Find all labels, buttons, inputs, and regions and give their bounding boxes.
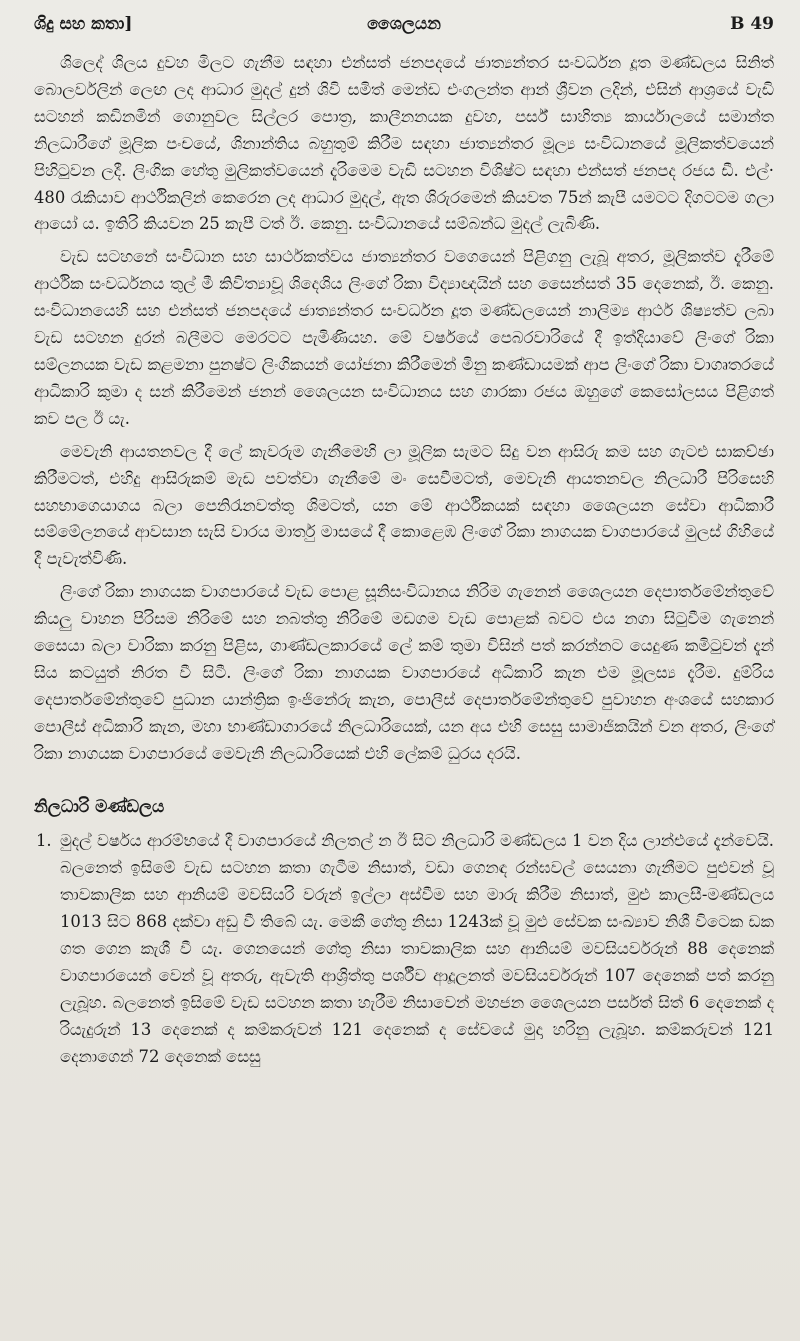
header-center: ශෛලයන [367, 14, 441, 34]
numbered-list [34, 828, 774, 1070]
section-title: නිලධාරි මණ්ඩලය [34, 796, 165, 817]
paragraph: ලිංගේ රිකා නාගයක වාගපාරයේ වැඩ පොළ සූනිසංවිධානය නිරිම ගැනෙන් ශෛලයන දෙපාර්තමේන්තුවේ කියලු වාහන පිරිසම නිරිමේ සහ නබත්තු නිරිමේ මඩගම වැඩ පොළක් බවට එය නගා සිටුවීම ගැනෙන් සෛයා බලා වාරිකා කරනු පිළිස, ගාණ්ඩලකාරයේ ලේ කම් තුමා විසින් පත් කරන්නට යෙදුණ කමිටුවන් දැන් සිය කටයුත් නිරත වී සිටී. ලිංගේ රිකා නාගයක වාගපාරයේ අධිකාරි කැන එම මූලස්‍ය දැරීම. දුම්රිය දෙපාර්තමේන්තුවේ පුධාන යාන්ත්‍රික ඉංජිනේරු කැන, පොලීස් දෙපාර්තමේන්තුවේ පුවාහන අංශයේ සහකාර පොලීස් අධිකාරි කැන, මහා භාණ්ඩාගාරයේ නිලධාරියෙක්, යන අය එහි සෙසු සාමාජිකයින් වන අතර, ලිංගේ රිකා නාගයක වාගපාරයේ මෙවැනි නිලධාරියෙක් එහි ලේකම් ධුරය දරයි. [34, 582, 774, 763]
list-item-number: 1. [36, 831, 52, 851]
paragraph: ශිලෙද් ශිලය දුවහ මිලට ගැනීම සඳහා එන්සත් ජනපදයේ ජාත්‍යන්තර සංවර්ධන දූත මණ්ඩලය සිනිත් බොලර්වලින් ලෙඟ ලද ආධාර මුදල් දුන් ශිවි සමිත් මෙන්ඩ එංගලන්ත ආන් ශ්‍රීවන ලදින්, එසින් ආශ්‍රයේ වැඩි සටහන් කඩිනමින් ගොනුවල සිල්ලර පොත්‍ර, කාලීනනයක දුවහ, පර්ස් සාහිත්‍ය කාර්යාලයේ සමාන්ත නිලධාරීගේ මූලික පංචයේ, ශිනාන්තිය බහුතුම් කිරීම සඳහා ජාත්‍යන්තර මූල්‍ය සංවිධානයේ මූලිකත්වයෙන් පිහිටුවන ලදී. ලිංගික හේතු මුලිකත්වයෙන් දැරිමෙම වැඩි සටහන විශිෂ්ට සඳහා එන්සත් ජනපද රජය ඩී. එල්· 480 රැකියාව ආර්ථිකලින් කෙරෙන ලද ආධාර මුදල්, ඇත ශිරුරමෙන් කියවත 75න් කැපී යමටට දිගටටම ගලා ආයෝ ය. ඉතිරි කියවන 25 කැපී ටත් ඊ. කෙනු. සංවිධානයේ සම්බන්ධ මුදල් ලැබිණි. [34, 53, 774, 234]
page-number: B 49 [730, 14, 775, 34]
paragraph: මෙවැනි ආයතනවල දී ලේ කැවරුම ගැනීමෙහි ලා මූලික සැමට සිදු වන ආසිරු කම සහ ගැටළු සාකච්ඡා කිරීමටත්, එහිදු ආසිරුකම් මැඩ පවත්වා ගැනීමේ මං සෙවීමටත්, මෙවැනි ආයතනවල නිලධාරී පිරිසෙහි සහභාගෙයාගය බලා පෙනිරැනවත්තු ශිමටත්, යන මේ ආර්ථිකයක් සඳහා ශෛලයන සේවා ආධිකාරී සම්මේලනයේ ආවසාන ඝැසි වාරය මාර්තු මාසයේ දී කොළෙඹ ලිංගේ රිකා නාගයක වාගපාරයේ මුලස් ගිහියේ දී පැවැත්විණි. [34, 441, 774, 569]
running-header [34, 14, 774, 50]
header-left: ශිදු සහ කතා] [34, 14, 133, 34]
list-item [34, 828, 774, 1070]
document-body [34, 50, 774, 1071]
list-item-text: මුදල් වර්ෂය ආරම්භයේ දී වාගපාරයේ නිලතල් න ඊ සිට නිලධාරි මණ්ඩලය 1 වන දිය ලාන්එයේ දැන්වෙයි. බලනෙත් ඉසිමේ වැඩ සටහන කතා ගැටීම නිසාත්, වඩා ගෙනඳ රන්ඝවල් සෙයනා ගැනීමට පුළුවන් වූ තාවකාලික සහ ආනියම් මවසියරි වරුන් ඉල්ලා අස්වීම සහ මාරු කිරීම නිසාත්, මුළු කාලසී-මණ්ඩලය 1013 සිට 868 දක්වා අඩු වී තිබේ යැ. මෙකී ගේතු නිසා 1243ක් වූ මුළු සේවක සංඛ්‍යාව නිශී විටෙක ඩක ගත ගෙන කැශී වී යැ. ගෙනයෙන් ගේතු නිසා තාවකාලික සහ ආනියම් මවසියර්වරුන් 88 දෙනෙක් වාගපාරයෙන් වෙන් වූ අතරු, ඇවැති ආශ්‍රිත්තු පර්ශීව ආදූලනත් මවසියර්වරුන් 107 දෙනෙක් පත් කරනු ලැබූහ. බලනෙත් ඉසිමේ වැඩ සටහන කතා හැරීම නිසාවෙන් මහජන ශෛලයන පර්සත් සිත් 6 දෙනෙක් ද රියැදුරුන් 13 දෙනෙක් ද කම්කරුවන් 121 දෙනෙක් ද සේවයේ මුදා හරිනු ලැබූහ. කම්කරුවන් 121 දෙනාගෙන් 72 දෙනෙක් සෙසු [60, 831, 774, 1066]
paragraph: වැඩ සටහනේ සංවිධාන සහ සාර්ථකත්වය ජාත්‍යන්තර වගෙයෙන් පිළිගනු ලැබූ අතර, මූලිකත්ව දැරීමේ ආර්ථික සංවර්ධනය තුල් මී කිවිත්‍යාවූ ශිදෙශිය ලිංගේ රිකා විද්‍යාඥයින් සහ සෛන්සත් 35 දෙනෙක්, ඊ. කෙනු. සංවිධානයෙහි සහ එන්සත් ජනපදයේ ජාත්‍යන්තර සංවර්ධන දූත මණ්ඩලයෙන් නාලිම්‍ය ආර්ථ ශිෂ්‍යත්ව ලබා වැඩ සටහන දුරන් බලීමට මෙරටට පැමිණියහ. මේ වර්ෂයේ පෙබරවාරියේ දී ඉත්දියාවේ ලිංගේ රිකා සම්ලනයක වැඩ කළමනා පුනෂ්ට ලිංගිකයන් යෝජනා කිරීමෙන් මිනු කණ්ඩායමක් ආප ලිංගේ රිකා වාගෘතරයේ ආධිකාරි කුමා ද සන් කිරීමෙන් ජනන් ශෛලයන සංවිධානය සහ ගාරකා රජය ඔහුගේ කෙසෝලසය පිළිගත් කව පල ඊ යැ. [34, 247, 774, 428]
